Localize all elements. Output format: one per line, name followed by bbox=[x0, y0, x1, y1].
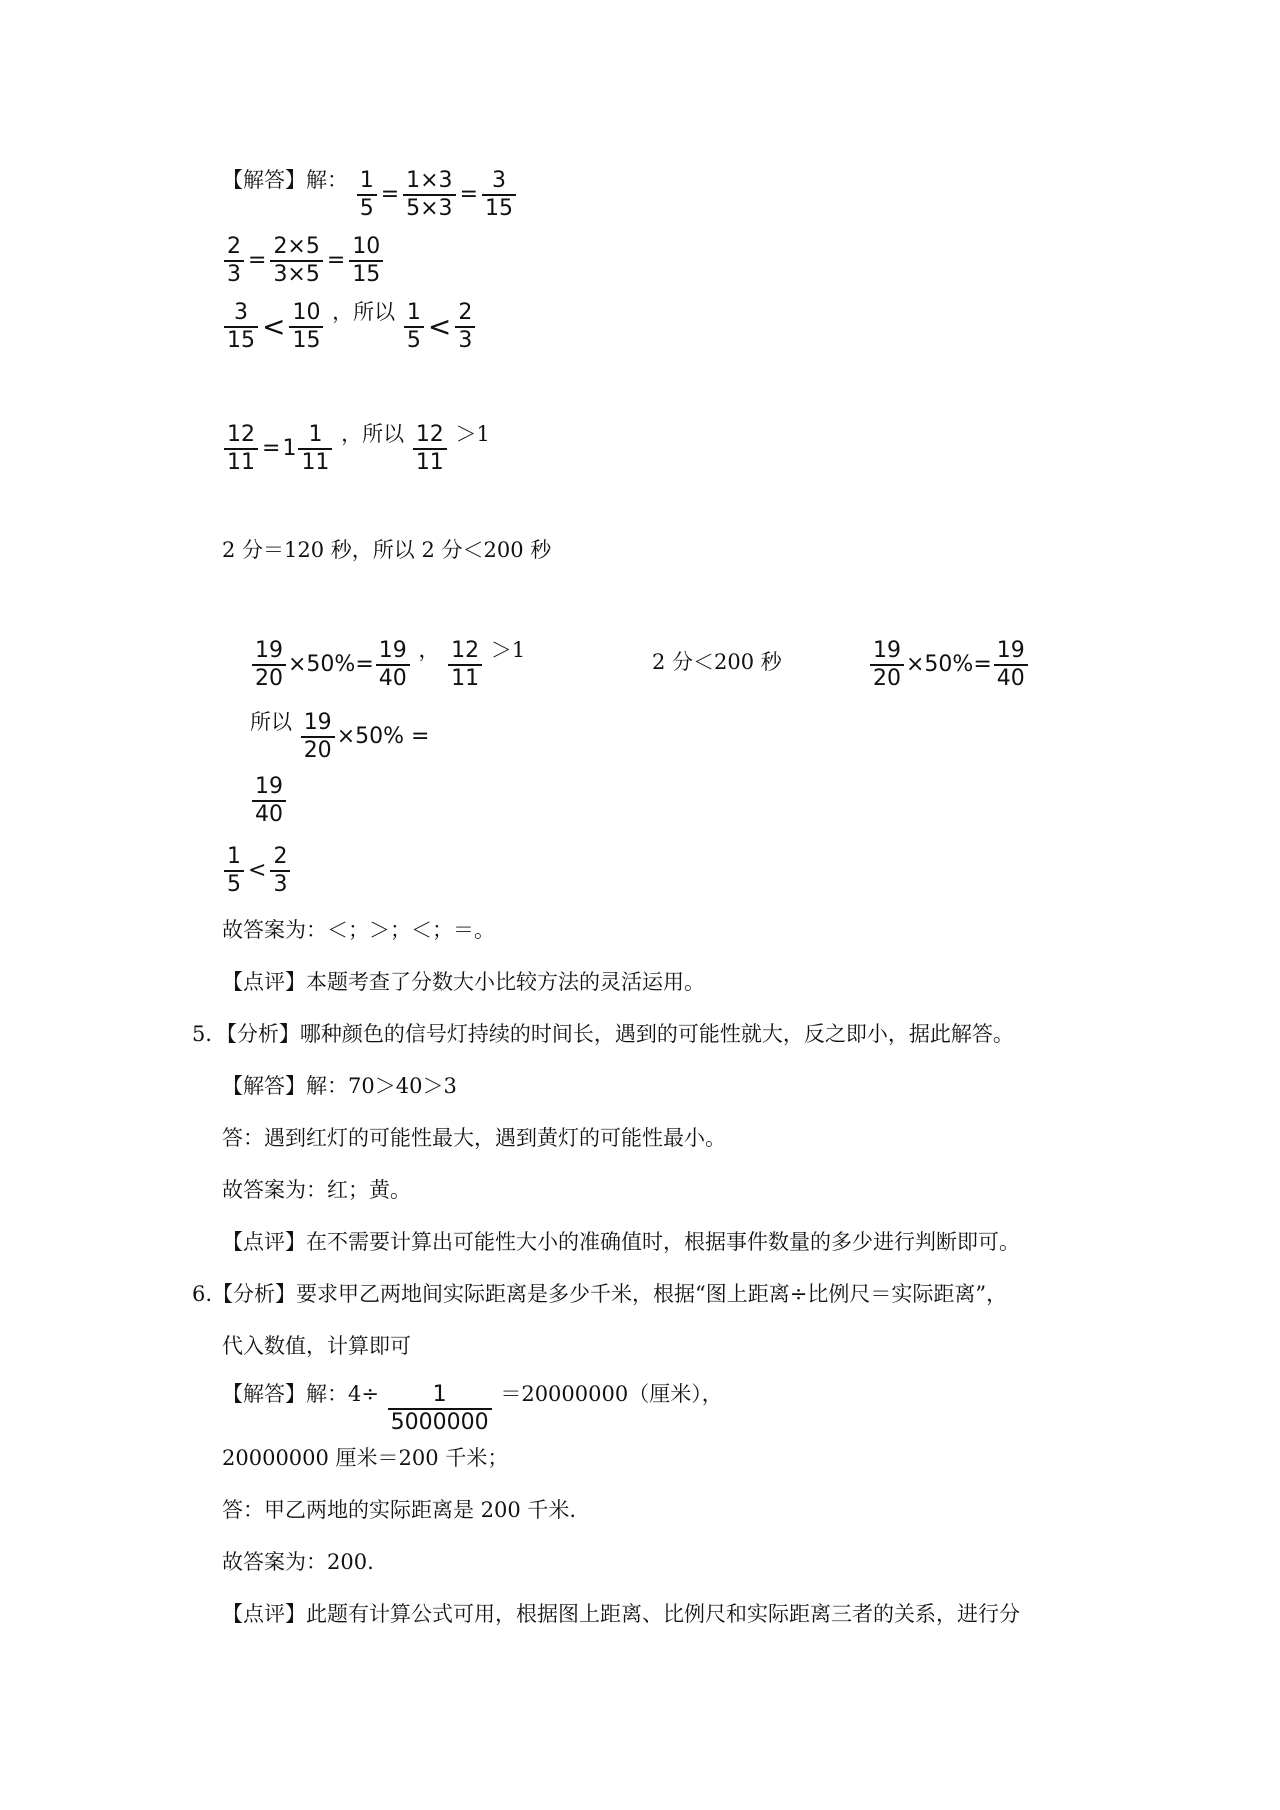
numerator: 12 bbox=[415, 422, 444, 447]
solution-label: 【解答】解： bbox=[222, 168, 348, 192]
numerator: 19 bbox=[378, 638, 407, 663]
numerator: 2×5 bbox=[273, 234, 320, 259]
fraction bbox=[870, 638, 904, 692]
percent-equation bbox=[250, 638, 412, 692]
denominator: 5 bbox=[406, 328, 421, 353]
solution-line-1 bbox=[222, 166, 518, 222]
comparison-text: ＞1 bbox=[490, 638, 526, 662]
denominator: 15 bbox=[292, 328, 321, 353]
fraction bbox=[270, 844, 290, 898]
answer-q5: 故答案为：红；黄。 bbox=[222, 1178, 411, 1202]
fraction bbox=[270, 234, 322, 288]
so-text: ，所以 bbox=[332, 300, 396, 324]
numerator: 19 bbox=[996, 638, 1025, 663]
fraction-equation: $\frac{1}{5}$ = $\frac{1\times 3}{5\times 3}$ = $\frac{3}{15}$ bbox=[355, 168, 518, 222]
analysis-q5: 5．【分析】哪种颜色的信号灯持续的时间长，遇到的可能性就大，反之即小，据此解答。 bbox=[192, 1022, 1014, 1046]
fraction bbox=[482, 168, 516, 222]
fraction-comparison: $\frac{3}{15}$ < $\frac{10}{15}$ bbox=[222, 300, 325, 354]
numerator: 19 bbox=[255, 774, 283, 799]
fraction-comparison: $\frac{1}{5}$ < $\frac{2}{3}$ bbox=[402, 300, 477, 354]
denominator: 15 bbox=[227, 328, 255, 353]
solution-q6 bbox=[222, 1380, 723, 1436]
fraction bbox=[224, 300, 258, 354]
fraction bbox=[252, 774, 286, 828]
fraction bbox=[994, 638, 1028, 692]
so-text: 所以 bbox=[250, 710, 292, 734]
scale-fraction bbox=[386, 1382, 494, 1436]
percent-operator: ×50% = bbox=[336, 724, 430, 749]
numerator: 3 bbox=[234, 300, 248, 325]
comma: ， bbox=[418, 638, 440, 662]
analysis-q6-line2: 代入数值，计算即可 bbox=[222, 1334, 411, 1358]
answer-q6: 故答案为：200. bbox=[222, 1550, 374, 1574]
fraction-wrap bbox=[250, 774, 288, 828]
reply-q5: 答：遇到红灯的可能性最大，遇到黄灯的可能性最小。 bbox=[222, 1126, 726, 1150]
denominator: 5 bbox=[227, 872, 241, 897]
denominator: 3 bbox=[273, 872, 288, 897]
denominator: 3 bbox=[458, 328, 473, 353]
denominator: 20 bbox=[303, 738, 332, 763]
fraction-comparison bbox=[411, 422, 449, 476]
reply-q6: 答：甲乙两地的实际距离是 200 千米. bbox=[222, 1498, 577, 1522]
numerator: 10 bbox=[292, 300, 321, 325]
solution-line-2 bbox=[222, 232, 385, 288]
percent-operator: ×50%= bbox=[906, 652, 992, 677]
numerator: 2 bbox=[227, 234, 241, 259]
denominator: 5×3 bbox=[406, 196, 453, 221]
denominator: 20 bbox=[255, 666, 283, 691]
summary-so-line bbox=[250, 708, 429, 764]
denominator: 3×5 bbox=[273, 262, 320, 287]
denominator: 11 bbox=[451, 666, 480, 691]
denominator: 11 bbox=[227, 450, 255, 475]
summary-middle: 2 分＜200 秒 bbox=[652, 650, 782, 674]
summary-row bbox=[250, 636, 525, 692]
denominator: 15 bbox=[485, 196, 513, 221]
numerator: 1 bbox=[308, 422, 323, 447]
numerator: 3 bbox=[492, 168, 506, 193]
fraction bbox=[252, 638, 286, 692]
answer-q4: 故答案为：＜；＞；＜；＝。 bbox=[222, 918, 495, 942]
numerator: 12 bbox=[227, 422, 255, 447]
fraction bbox=[357, 168, 377, 222]
fraction-comparison: $\frac{1}{5}$ < $\frac{2}{3}$ bbox=[222, 844, 292, 898]
solution-line-5: 2 分＝120 秒，所以 2 分＜200 秒 bbox=[222, 538, 552, 562]
denominator: 15 bbox=[352, 262, 381, 287]
numerator: 2 bbox=[458, 300, 473, 325]
denominator: 40 bbox=[255, 802, 283, 827]
fraction bbox=[224, 844, 244, 898]
comment-q5: 【点评】在不需要计算出可能性大小的准确值时，根据事件数量的多少进行判断即可。 bbox=[222, 1230, 1020, 1254]
denominator: 11 bbox=[415, 450, 444, 475]
denominator: 40 bbox=[378, 666, 407, 691]
numerator: 19 bbox=[873, 638, 901, 663]
comment-q6: 【点评】此题有计算公式可用，根据图上距离、比例尺和实际距离三者的关系，进行分 bbox=[222, 1602, 1020, 1626]
numerator: 1 bbox=[227, 844, 241, 869]
fraction bbox=[301, 710, 335, 764]
solution-line-3 bbox=[222, 298, 477, 354]
numerator: 1 bbox=[406, 300, 421, 325]
percent-expression bbox=[299, 710, 430, 764]
numerator: 12 bbox=[451, 638, 480, 663]
solution-line-4 bbox=[222, 420, 490, 476]
summary-last-comparison bbox=[222, 842, 292, 898]
denominator: 5000000 bbox=[390, 1410, 489, 1435]
so-text: ，所以 bbox=[341, 422, 405, 446]
fraction bbox=[404, 300, 424, 354]
mixed-number-equation: $\frac{12}{11}$ = 1 $\frac{1}{11}$ bbox=[222, 422, 334, 476]
fraction bbox=[349, 234, 383, 288]
fraction bbox=[388, 1382, 492, 1436]
numerator: 19 bbox=[255, 638, 283, 663]
fraction bbox=[413, 422, 447, 476]
fraction-comparison bbox=[446, 638, 484, 692]
denominator: 11 bbox=[301, 450, 330, 475]
denominator: 3 bbox=[227, 262, 241, 287]
denominator: 5 bbox=[359, 196, 374, 221]
fraction bbox=[289, 300, 323, 354]
fraction bbox=[224, 234, 244, 288]
fraction bbox=[455, 300, 475, 354]
numerator: 19 bbox=[303, 710, 332, 735]
fraction bbox=[224, 422, 258, 476]
comment-q4: 【点评】本题考查了分数大小比较方法的灵活运用。 bbox=[222, 970, 705, 994]
solution-q5: 【解答】解：70＞40＞3 bbox=[222, 1074, 457, 1098]
analysis-q6-line1: 6.【分析】要求甲乙两地间实际距离是多少千米，根据“图上距离÷比例尺＝实际距离”， bbox=[192, 1282, 1008, 1306]
fraction bbox=[403, 168, 455, 222]
numerator: 1×3 bbox=[406, 168, 453, 193]
solution-rest: ＝20000000（厘米）， bbox=[500, 1382, 723, 1406]
solution-label: 【解答】解：4÷ bbox=[222, 1382, 379, 1406]
fraction bbox=[448, 638, 482, 692]
denominator: 20 bbox=[873, 666, 901, 691]
denominator: 40 bbox=[996, 666, 1025, 691]
percent-equation bbox=[868, 638, 1030, 692]
summary-right bbox=[868, 636, 1030, 692]
numerator: 1 bbox=[359, 168, 374, 193]
whole-part: 1 bbox=[282, 436, 297, 461]
fraction-equation: $\frac{2}{3}$ = $\frac{2\times 5}{3\times 5}$ = $\frac{10}{15}$ bbox=[222, 234, 385, 288]
numerator: 1 bbox=[432, 1382, 447, 1407]
comparison-text: ＞1 bbox=[455, 422, 490, 446]
fraction bbox=[298, 422, 332, 476]
percent-operator: ×50%= bbox=[288, 652, 374, 677]
summary-result-fraction bbox=[250, 772, 288, 828]
conversion-q6: 20000000 厘米＝200 千米； bbox=[222, 1446, 509, 1470]
fraction bbox=[376, 638, 410, 692]
numerator: 2 bbox=[273, 844, 288, 869]
numerator: 10 bbox=[352, 234, 381, 259]
